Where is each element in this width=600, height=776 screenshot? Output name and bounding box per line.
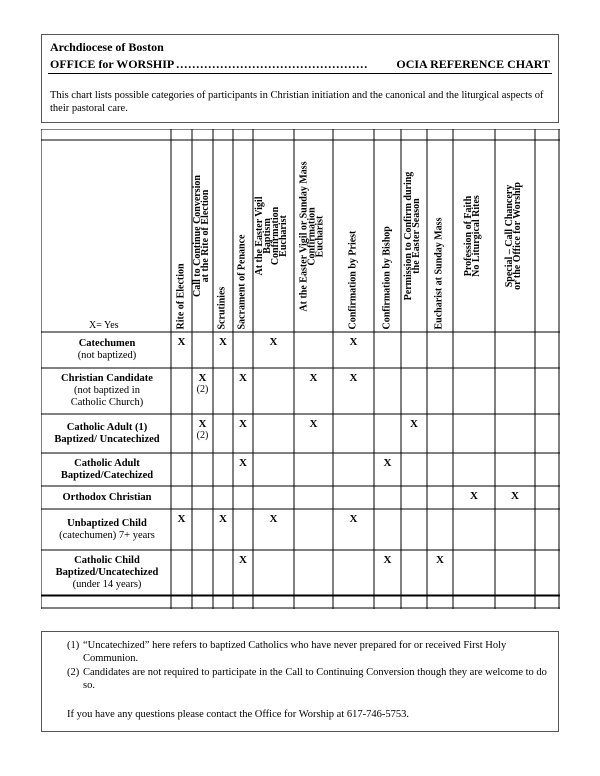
row-label <box>49 422 165 446</box>
x-mark <box>341 336 367 348</box>
row-subtitle: (catechumen) 7+ years <box>59 529 155 541</box>
x-mark <box>230 418 256 430</box>
column-header-line: Scrutinies <box>216 286 228 329</box>
row-label <box>49 518 165 542</box>
x-mark-text: X <box>309 372 318 384</box>
column-header <box>177 143 186 329</box>
row-title: Catholic Adult <box>74 457 140 469</box>
x-mark-text: X <box>239 418 247 430</box>
column-header <box>383 143 392 329</box>
column-header-line: Confirmation by Bishop <box>381 225 392 329</box>
column-header-line: Confirmation by Priest <box>347 230 358 329</box>
column-header <box>191 143 212 329</box>
column-header-line: No Liturgical Rites <box>471 195 482 277</box>
column-header-line: At the Easter Vigil or Sunday Mass <box>298 160 309 312</box>
x-mark <box>502 490 528 502</box>
x-mark-text: X <box>239 372 247 384</box>
column-header-line: Confirmation <box>306 206 317 266</box>
footnote-1-text: “Uncatechized” here refers to baptized Catholics who have never prepared for or received First Holy Communion. <box>83 640 507 664</box>
x-mark <box>301 372 327 384</box>
x-mark-text: X <box>198 372 207 384</box>
x-mark-text: X <box>177 513 186 525</box>
x-mark <box>230 372 256 384</box>
row-label <box>49 458 165 482</box>
column-header-line: At the Easter Vigil <box>253 196 265 276</box>
x-mark-text: X <box>198 418 207 430</box>
x-mark <box>169 513 195 525</box>
description: This chart lists possible categories of participants in Christian initiation and the canonical and the liturgical aspects of their pastoral care. <box>50 90 544 114</box>
header-box <box>41 34 559 123</box>
x-mark-text: X <box>219 513 227 525</box>
column-header <box>216 143 228 329</box>
x-mark <box>261 336 287 348</box>
row-subtitle: (under 14 years) <box>72 578 142 590</box>
row-subtitle: (not baptized) <box>77 350 137 361</box>
row-title: Catholic Adult (1) <box>66 421 148 433</box>
footnote-2 <box>67 666 547 692</box>
column-header-line: or the Office for Worship <box>512 182 523 290</box>
footer-box <box>41 631 559 732</box>
row-title: Orthodox Christian <box>62 491 152 503</box>
row-title: Christian Candidate <box>61 373 153 384</box>
column-header-line: at the Rite of Election <box>199 189 211 283</box>
row-title: Catholic Child <box>74 554 140 566</box>
x-mark <box>341 372 367 384</box>
column-header-line: Special – Call Chancery <box>504 184 515 288</box>
footnote-1-number: (1) <box>67 640 80 651</box>
row-label <box>49 373 165 409</box>
row-title: Catechumen <box>78 338 136 349</box>
column-header <box>405 143 423 329</box>
x-mark-text: X <box>436 554 444 566</box>
footnote-2-text: Candidates are not required to participate in the Call to Continuing Conversion though they are welcome to do so. <box>83 667 547 691</box>
x-mark <box>461 490 487 502</box>
column-header-line: Call to Continue Conversion <box>191 175 203 297</box>
row-label <box>49 338 165 362</box>
row-label <box>49 492 165 504</box>
office-name: OFFICE for WORSHIP <box>50 57 175 71</box>
x-mark-text: X <box>349 372 358 384</box>
x-mark <box>169 336 195 348</box>
column-header <box>465 143 483 329</box>
x-mark-text: X <box>511 490 519 502</box>
x-mark-text: X <box>269 513 278 525</box>
column-header-line: Eucharist <box>277 215 289 257</box>
row-title: Unbaptized Child <box>67 517 147 529</box>
x-mark <box>190 372 216 396</box>
column-header-line: Eucharist <box>314 215 325 257</box>
x-mark-note: (2) <box>196 430 209 441</box>
row-title-line-2: Baptized/Uncatechized <box>55 566 159 578</box>
org-name: Archdiocese of Boston <box>50 40 164 54</box>
x-mark <box>230 554 256 566</box>
x-mark <box>427 554 453 566</box>
column-header-line: the Easter Season <box>411 198 422 274</box>
x-mark-text: X <box>383 554 392 566</box>
x-mark <box>261 513 287 525</box>
chart-title: OCIA REFERENCE CHART <box>396 57 550 71</box>
x-mark-text: X <box>349 513 358 525</box>
x-mark <box>210 513 236 525</box>
row-subtitle: (not baptized in <box>74 385 140 396</box>
row-title-line-2: Baptized/Catechized <box>60 469 154 481</box>
row-subtitle: Catholic Church) <box>70 397 144 408</box>
x-mark <box>375 554 401 566</box>
reference-chart <box>41 129 560 609</box>
column-header-line: Rite of Election <box>175 262 186 329</box>
x-mark-text: X <box>349 336 358 348</box>
contact-line: If you have any questions please contact the Office for Worship at 617-746-5753. <box>67 709 409 720</box>
x-mark-text: X <box>239 457 247 469</box>
title-line <box>50 57 550 72</box>
column-header-line: Profession of Faith <box>463 195 474 277</box>
column-header-line: Permission to Confirm during <box>403 171 414 301</box>
title-rule <box>48 73 552 74</box>
x-mark <box>341 513 367 525</box>
x-mark-text: X <box>470 490 478 502</box>
column-header <box>253 143 292 329</box>
footnote-1 <box>67 639 547 665</box>
column-header <box>433 143 445 329</box>
column-header-line: Confirmation <box>269 206 281 266</box>
x-mark-text: X <box>239 554 247 566</box>
column-header-line: Baptism <box>261 218 273 254</box>
x-mark-note: (2) <box>196 384 209 395</box>
x-mark <box>401 418 427 430</box>
column-header-line: Sacrament of Penance <box>236 234 248 329</box>
x-mark <box>190 418 216 442</box>
leader-dots: ................................................ <box>176 57 369 71</box>
x-mark-text: X <box>269 336 278 348</box>
footnote-2-number: (2) <box>67 667 80 678</box>
column-header-line: Eucharist at Sunday Mass <box>433 217 445 329</box>
x-mark <box>230 457 256 469</box>
x-mark-text: X <box>219 336 227 348</box>
x-mark-text: X <box>410 418 418 430</box>
yes-key: X= Yes <box>89 320 119 331</box>
x-mark <box>301 418 327 430</box>
row-title-line-2: Baptized/ Uncatechized <box>54 433 160 445</box>
x-mark-text: X <box>177 336 186 348</box>
column-header <box>506 143 524 329</box>
row-label <box>49 555 165 591</box>
column-header <box>349 143 358 329</box>
x-mark-text: X <box>383 457 392 469</box>
column-header <box>300 143 327 329</box>
column-header <box>236 143 248 329</box>
x-mark <box>375 457 401 469</box>
x-mark <box>210 336 236 348</box>
x-mark-text: X <box>309 418 318 430</box>
